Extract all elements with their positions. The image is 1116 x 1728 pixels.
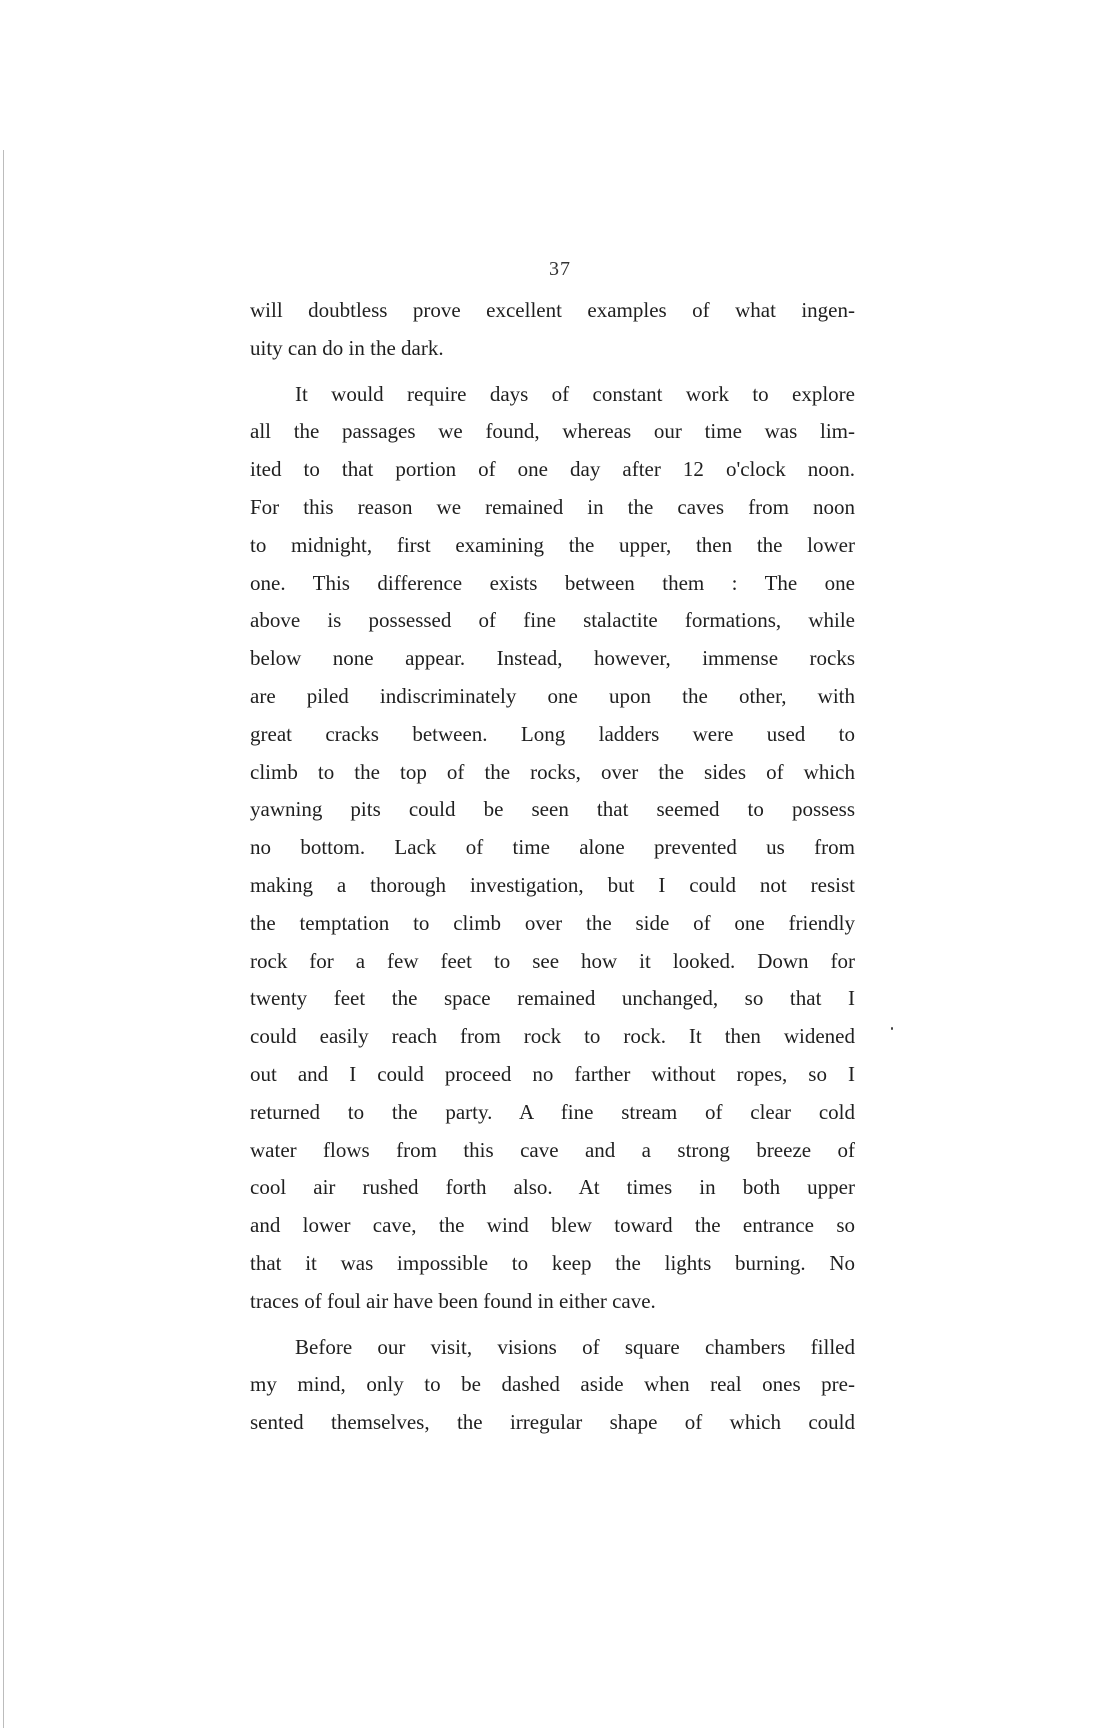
text-line: twenty feet the space remained unchanged, so that I (250, 986, 855, 1011)
text-line: above is possessed of fine stalactite formations, while (250, 608, 855, 633)
text-line: great cracks between. Long ladders were used to (250, 721, 855, 746)
text-line: Before our visit, visions of square chambers filled (295, 1334, 855, 1359)
text-line: yawning pits could be seen that seemed to possess (250, 797, 855, 822)
text-line: making a thorough investigation, but I could not resist (250, 872, 855, 897)
text-line: the temptation to climb over the side of one friendly (250, 910, 855, 935)
text-line: no bottom. Lack of time alone prevented us from (250, 835, 855, 860)
text-line: below none appear. Instead, however, immense rocks (250, 646, 855, 671)
text-line: water flows from this cave and a strong breeze of (250, 1137, 855, 1162)
text-line: uity can do in the dark. (250, 335, 444, 360)
text-line: one. This difference exists between them : The one (250, 570, 855, 595)
text-line: to midnight, first examining the upper, then the lower (250, 532, 855, 557)
text-line: climb to the top of the rocks, over the sides of which (250, 759, 855, 784)
text-line: all the passages we found, whereas our time was lim- (250, 419, 855, 444)
text-line: ited to that portion of one day after 12 o'clock noon. (250, 457, 855, 482)
body-text (250, 292, 855, 1442)
text-line: my mind, only to be dashed aside when real ones pre- (250, 1372, 855, 1397)
text-line: that it was impossible to keep the lights burning. No (250, 1250, 855, 1275)
scan-speck (891, 1027, 893, 1030)
text-line: cool air rushed forth also. At times in both upper (250, 1175, 855, 1200)
text-line: It would require days of constant work to explore (295, 381, 855, 406)
text-line: will doubtless prove excellent examples of what ingen- (250, 298, 855, 322)
paragraph-3 (250, 1329, 855, 1442)
text-line: returned to the party. A fine stream of clear cold (250, 1099, 855, 1124)
text-line: rock for a few feet to see how it looked. Down for (250, 948, 855, 973)
text-line: out and I could proceed no farther without ropes, so I (250, 1061, 855, 1086)
text-line: sented themselves, the irregular shape of which could (250, 1410, 855, 1435)
text-line: could easily reach from rock to rock. It then widened (250, 1024, 855, 1049)
text-line: traces of foul air have been found in either cave. (250, 1288, 656, 1313)
text-line: and lower cave, the wind blew toward the entrance so (250, 1213, 855, 1238)
paragraph-1 (250, 292, 855, 368)
paragraph-2 (250, 376, 855, 1321)
text-line: For this reason we remained in the caves from noon (250, 494, 855, 519)
text-line: are piled indiscriminately one upon the other, with (250, 683, 855, 708)
page-number: 37 (549, 258, 571, 280)
page-left-edge (3, 150, 4, 1728)
